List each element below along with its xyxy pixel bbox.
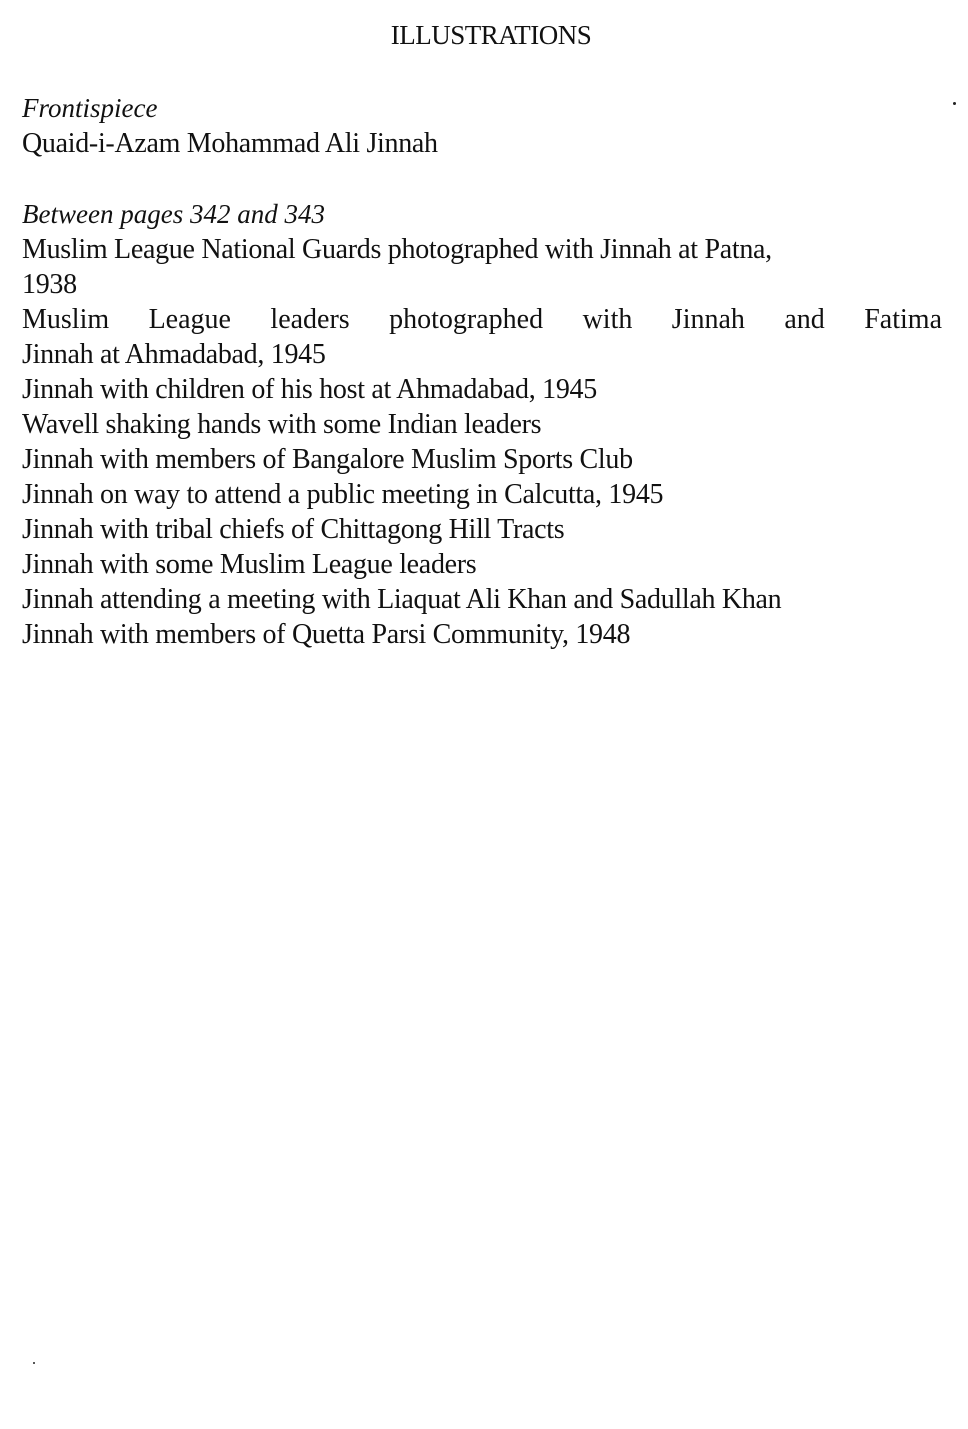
illustration-entry: Jinnah with some Muslim League leaders (22, 549, 477, 580)
illustration-entry: Muslim League National Guards photographed with Jinnah at Patna, (22, 234, 772, 265)
illustration-entry: Jinnah at Ahmadabad, 1945 (22, 339, 326, 370)
illustration-entry: 1938 (22, 269, 77, 300)
frontispiece-label: Frontispiece (22, 93, 158, 123)
illustration-entry: Wavell shaking hands with some Indian leaders (22, 409, 542, 440)
between-pages-label: Between pages 342 and 343 (22, 199, 325, 229)
frontispiece-section (22, 91, 942, 161)
illustration-entry: Jinnah with children of his host at Ahmadabad, 1945 (22, 374, 597, 405)
page-title: ILLUSTRATIONS (390, 20, 592, 50)
illustration-entry: Jinnah with tribal chiefs of Chittagong Hill Tracts (22, 514, 565, 545)
frontispiece-entry: Quaid-i-Azam Mohammad Ali Jinnah (22, 128, 438, 159)
illustration-entry: Jinnah with members of Quetta Parsi Community, 1948 (22, 619, 631, 650)
illustration-entry: Jinnah attending a meeting with Liaquat Ali Khan and Sadullah Khan (22, 584, 782, 615)
print-speck (33, 1362, 35, 1364)
illustration-entry: Muslim League leaders photographed with Jinnah and Fatima (22, 304, 942, 335)
illustration-entry: Jinnah with members of Bangalore Muslim Sports Club (22, 444, 633, 475)
between-pages-section (22, 197, 942, 652)
illustration-entry: Jinnah on way to attend a public meeting in Calcutta, 1945 (22, 479, 664, 510)
print-speck (953, 102, 956, 105)
